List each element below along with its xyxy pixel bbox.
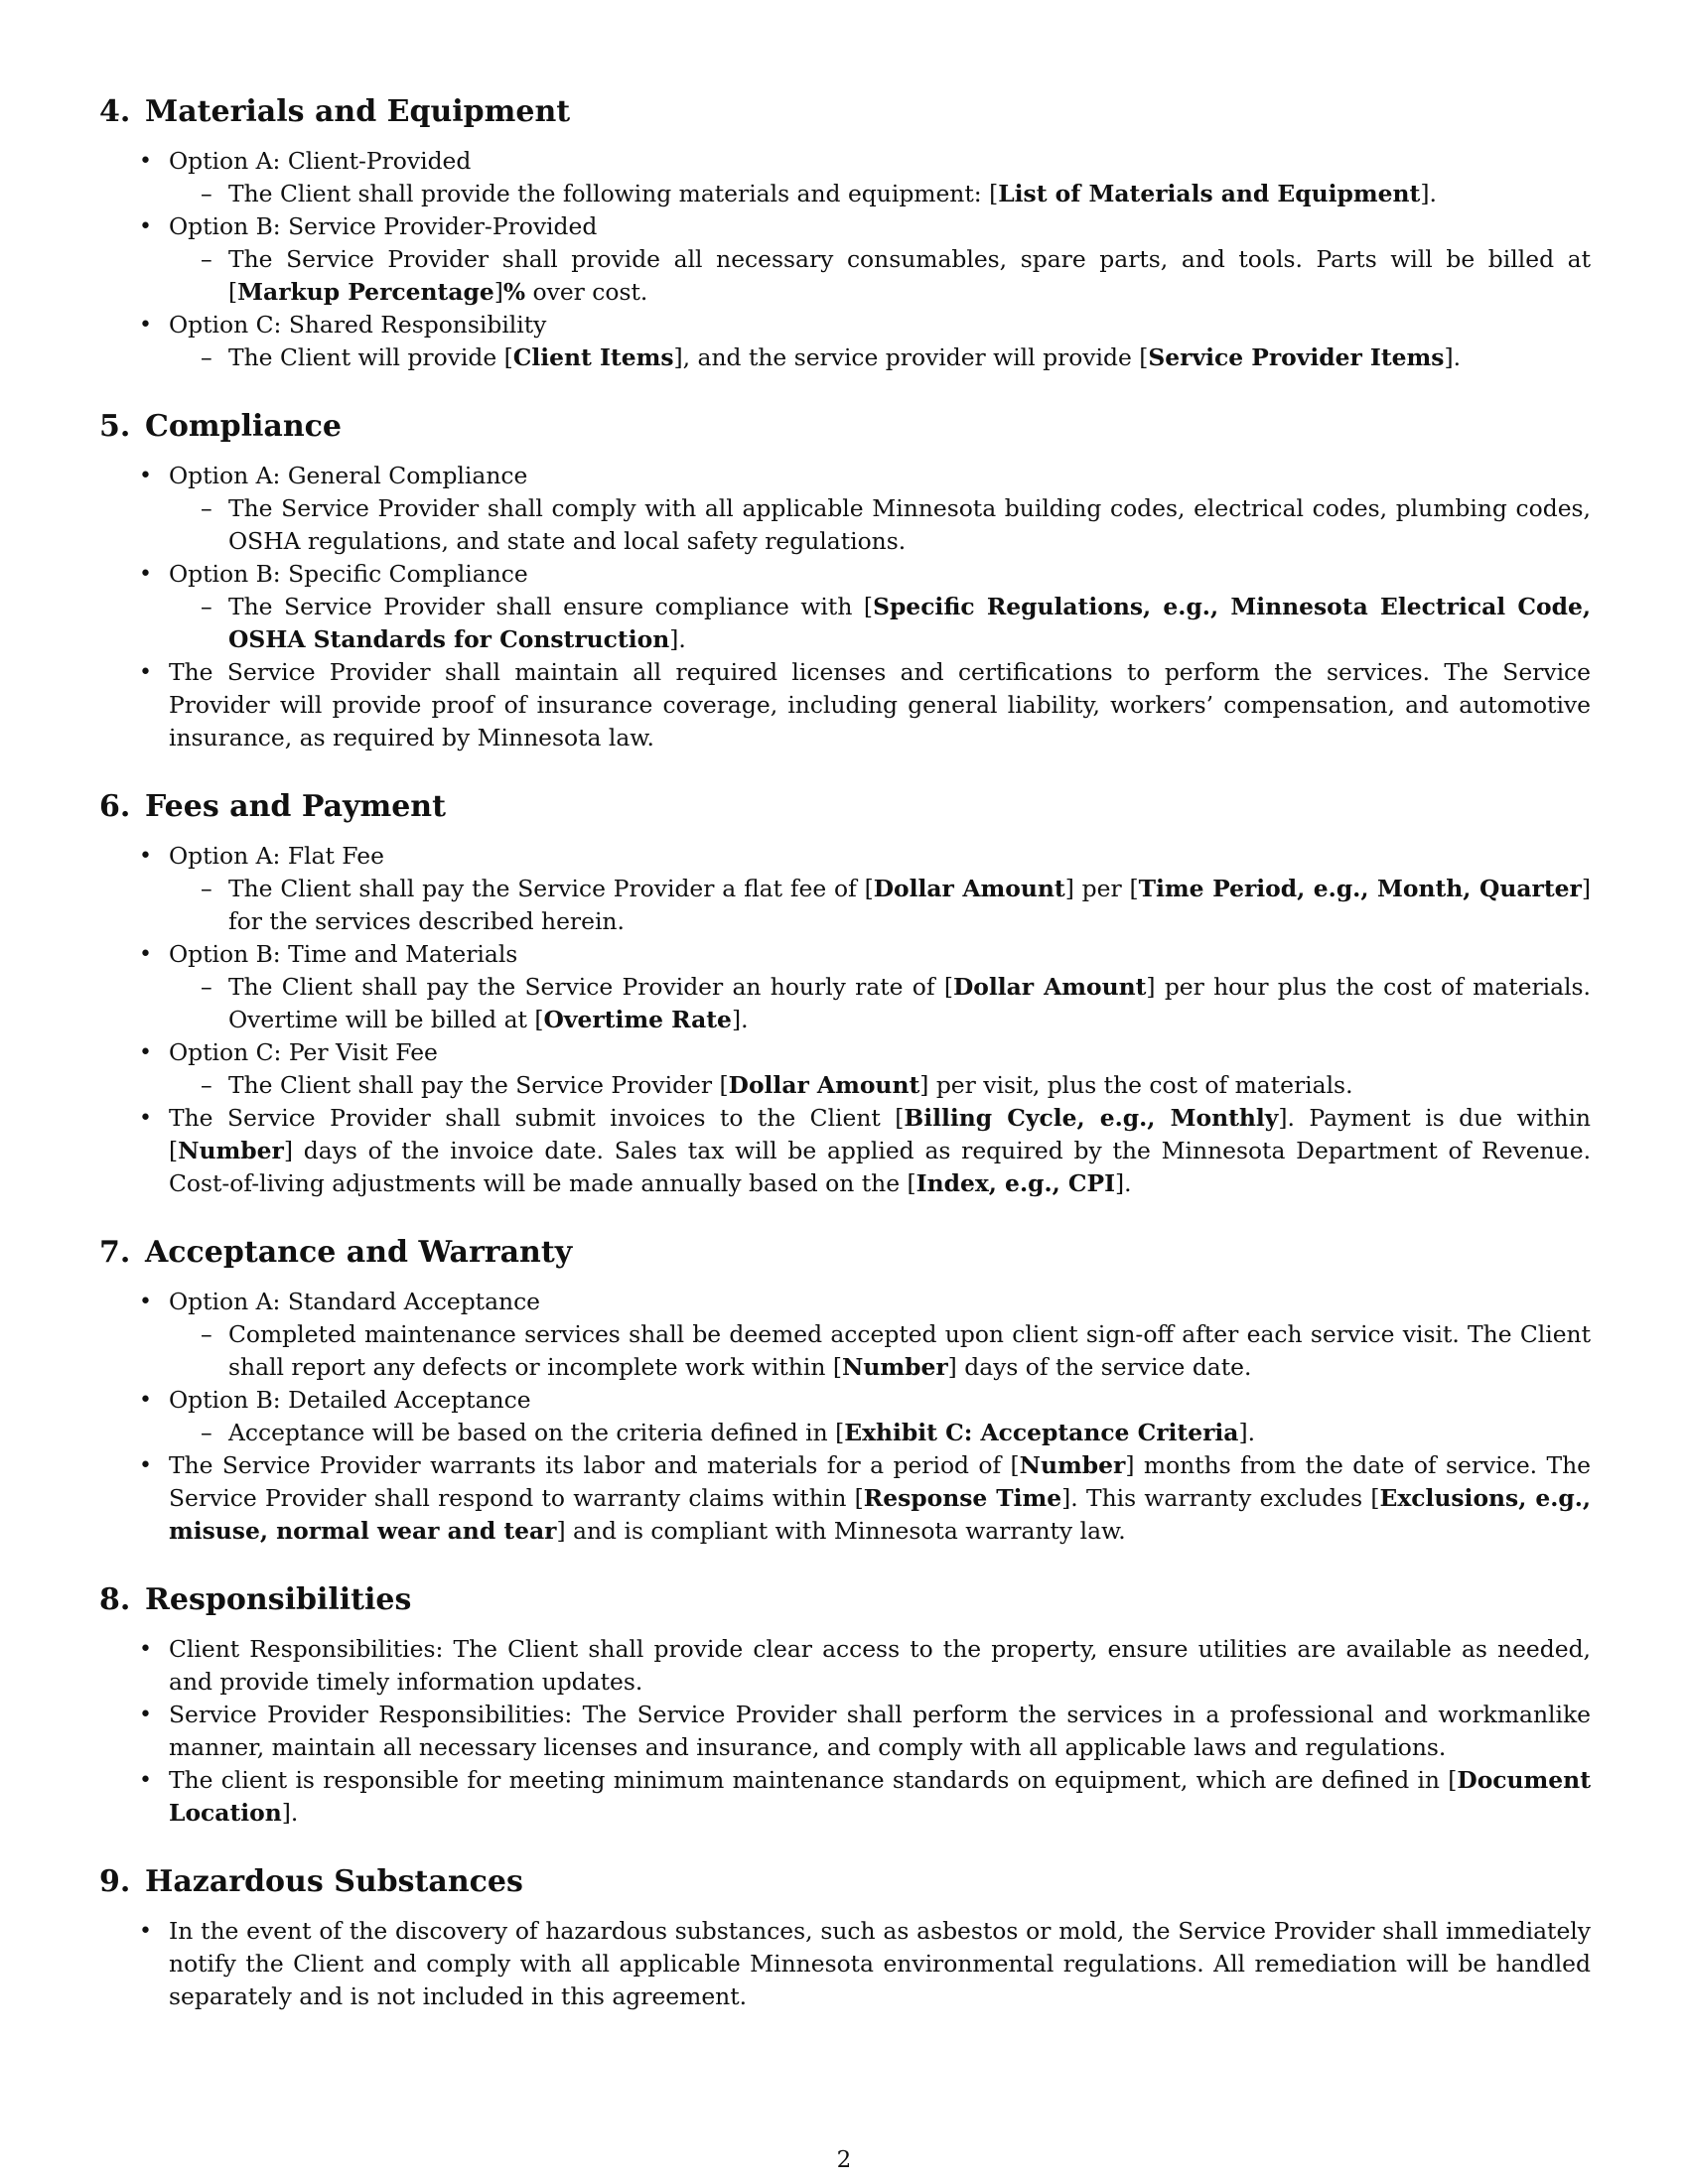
sub-list-item [169,971,1591,1036]
section-number: 7. [99,1235,131,1270]
list-item [99,938,1591,1036]
sub-list-item [169,1318,1591,1384]
section-number: 5. [99,409,131,444]
text-run: ]. [1420,180,1437,207]
section-hazardous-substances [99,1861,1591,2013]
text-run: The Service Provider shall maintain all required licenses and certifications to perform the services. The Service Provider will provide proof of insurance coverage, including general liability, workers’ compensation, and automotive insurance, as required by Minnesota law. [169,658,1591,751]
sub-list-item [169,1069,1591,1102]
section-materials-and-equipment [99,91,1591,374]
text-run: Acceptance will be based on the criteria defined in [ [228,1419,845,1446]
text-run: ] months from the date of service. The Service Provider shall respond to warranty claims within [ [169,1451,1591,1512]
page-number: 2 [836,2147,852,2173]
list-item-text [169,938,1591,971]
list-item-text [169,460,1591,492]
text-run: ] per visit, plus the cost of materials. [919,1071,1353,1099]
text-run: ] days of the invoice date. Sales tax will be applied as required by the Minnesota Department of Revenue. Cost-of-living adjustments will be made annually based on the [ [169,1137,1591,1197]
section-fees-and-payment [99,786,1591,1200]
list-item [99,1102,1591,1200]
section-number: 4. [99,94,131,129]
text-run: ]. This warranty excludes [ [1061,1484,1380,1512]
list-item-text [169,1764,1591,1830]
section-responsibilities [99,1579,1591,1830]
list-item-text [169,1699,1591,1764]
section-heading [99,1232,1591,1274]
text-run: The Client shall pay the Service Provider a flat fee of [ [228,875,874,902]
text-run: Option A: Standard Acceptance [169,1288,541,1315]
sub-list-item [169,492,1591,558]
sub-list-item [169,1417,1591,1449]
list-item-text [169,145,1591,178]
text-run: Completed maintenance services shall be deemed accepted upon client sign-off after each service visit. The Client shall report any defects or incomplete work within [ [228,1320,1591,1381]
placeholder-field: Dollar Amount [728,1071,920,1099]
placeholder-field: Client Items [512,343,674,371]
bullet-list [99,1286,1591,1548]
text-run: ]. [1238,1419,1256,1446]
section-heading [99,1579,1591,1621]
section-heading [99,1861,1591,1903]
sub-list-item [169,178,1591,210]
list-item-text [169,656,1591,754]
list-item [99,309,1591,374]
sub-list [169,971,1591,1036]
text-run: ] [493,278,503,306]
section-number: 8. [99,1582,131,1617]
list-item [99,145,1591,210]
list-item-text [169,840,1591,873]
list-item [99,1384,1591,1449]
text-run: Client Responsibilities: The Client shall provide clear access to the property, ensure utilities are available as needed, and provide timely information updates. [169,1635,1591,1696]
section-heading [99,406,1591,448]
text-run: In the event of the discovery of hazardous substances, such as asbestos or mold, the Service Provider shall immediately notify the Client and comply with all applicable Minnesota environmental regulations. All remediation will be handled separately and is not included in this agreement. [169,1917,1591,2010]
text-run: The client is responsible for meeting minimum maintenance standards on equipment, which are defined in [ [169,1766,1458,1794]
list-item [99,558,1591,656]
placeholder-field: Number [1019,1451,1126,1479]
text-run: ]. [281,1799,299,1827]
text-run: Option B: Specific Compliance [169,560,528,588]
placeholder-field: Markup Percentage [237,278,494,306]
list-item [99,1915,1591,2013]
text-run: ] per [ [1064,875,1139,902]
text-run: The Client will provide [ [228,343,513,371]
list-item-text [169,210,1591,243]
placeholder-field: Document Location [169,1766,1591,1827]
bullet-list [99,840,1591,1200]
list-item [99,1764,1591,1830]
section-heading [99,786,1591,828]
placeholder-field: % [502,278,526,306]
text-run: The Service Provider shall comply with all applicable Minnesota building codes, electrical codes, plumbing codes, OSHA regulations, and state and local safety regulations. [228,494,1591,555]
list-item [99,460,1591,558]
placeholder-field: Overtime Rate [543,1006,732,1033]
list-item-text [169,1286,1591,1318]
placeholder-field: Response Time [863,1484,1062,1512]
placeholder-field: Exclusions, e.g., misuse, normal wear and tear [169,1484,1591,1545]
list-item [99,1449,1591,1548]
sub-list [169,492,1591,558]
list-item-text [169,1102,1591,1200]
sub-list [169,1417,1591,1449]
text-run: ]. Payment is due within [ [169,1104,1592,1164]
sub-list-item [169,243,1591,309]
section-compliance [99,406,1591,754]
bullet-list [99,460,1591,754]
text-run: Option A: Flat Fee [169,842,384,870]
placeholder-field: Service Provider Items [1148,343,1445,371]
list-item-text [169,1036,1591,1069]
list-item-text [169,1384,1591,1417]
text-run: The Client shall pay the Service Provider an hourly rate of [ [228,973,953,1001]
placeholder-field: Number [841,1353,948,1381]
text-run: Option C: Per Visit Fee [169,1038,438,1066]
text-run: The Service Provider shall submit invoices to the Client [ [169,1104,905,1132]
section-acceptance-and-warranty [99,1232,1591,1548]
list-item [99,210,1591,309]
list-item [99,1036,1591,1102]
placeholder-field: Number [178,1137,284,1164]
text-run: ] per hour plus the cost of materials. Overtime will be billed at [ [228,973,1591,1033]
placeholder-field: Billing Cycle, e.g., Monthly [904,1104,1279,1132]
placeholder-field: Time Period, e.g., Month, Quarter [1138,875,1582,902]
placeholder-field: Dollar Amount [952,973,1147,1001]
section-title: Responsibilities [145,1582,412,1617]
text-run: ] and is compliant with Minnesota warranty law. [556,1517,1126,1545]
document-page [99,91,1591,2045]
placeholder-field: Specific Regulations, e.g., Minnesota Electrical Code, OSHA Standards for Construction [228,593,1591,653]
sub-list-item [169,341,1591,374]
placeholder-field: Exhibit C: Acceptance Criteria [844,1419,1239,1446]
list-item-text [169,558,1591,591]
text-run: ] for the services described herein. [228,875,1592,935]
list-item-text [169,1449,1591,1548]
text-run: The Service Provider shall provide all necessary consumables, spare parts, and tools. Parts will be billed at [ [228,245,1591,306]
section-title: Compliance [145,409,343,444]
text-run: ]. [731,1006,749,1033]
section-heading [99,91,1591,133]
sub-list [169,243,1591,309]
section-title: Hazardous Substances [145,1864,523,1899]
text-run: The Service Provider shall ensure compliance with [ [228,593,874,620]
list-item [99,656,1591,754]
list-item [99,840,1591,938]
text-run: The Client shall pay the Service Provider [ [228,1071,729,1099]
section-title: Materials and Equipment [145,94,571,129]
list-item-text [169,1915,1591,2013]
bullet-list [99,1633,1591,1830]
text-run: ]. [1444,343,1462,371]
list-item [99,1286,1591,1384]
list-item [99,1699,1591,1764]
text-run: The Service Provider warrants its labor and materials for a period of [ [169,1451,1020,1479]
text-run: Option B: Detailed Acceptance [169,1386,531,1414]
placeholder-field: Index, e.g., CPI [915,1169,1116,1197]
bullet-list [99,145,1591,374]
list-item-text [169,309,1591,341]
section-title: Fees and Payment [145,789,446,824]
sub-list-item [169,591,1591,656]
sub-list-item [169,873,1591,938]
text-run: Option B: Service Provider-Provided [169,212,598,240]
sub-list [169,1318,1591,1384]
placeholder-field: List of Materials and Equipment [998,180,1421,207]
bullet-list [99,1915,1591,2013]
sub-list [169,873,1591,938]
section-number: 6. [99,789,131,824]
placeholder-field: Dollar Amount [873,875,1065,902]
sub-list [169,341,1591,374]
text-run: over cost. [525,278,648,306]
text-run: The Client shall provide the following materials and equipment: [ [228,180,999,207]
text-run: Option B: Time and Materials [169,940,518,968]
text-run: Service Provider Responsibilities: The Service Provider shall perform the services in a professional and workmanlike manner, maintain all necessary licenses and insurance, and comply with all applicable laws and regulations. [169,1701,1591,1761]
text-run: ]. [669,625,686,653]
list-item-text [169,1633,1591,1699]
list-item [99,1633,1591,1699]
text-run: ]. [1115,1169,1132,1197]
text-run: Option A: General Compliance [169,462,528,489]
sub-list [169,1069,1591,1102]
section-number: 9. [99,1864,131,1899]
text-run: ], and the service provider will provide [ [673,343,1149,371]
section-title: Acceptance and Warranty [145,1235,573,1270]
sub-list [169,591,1591,656]
text-run: ] days of the service date. [947,1353,1252,1381]
text-run: Option C: Shared Responsibility [169,311,547,339]
text-run: Option A: Client-Provided [169,147,472,175]
sub-list [169,178,1591,210]
